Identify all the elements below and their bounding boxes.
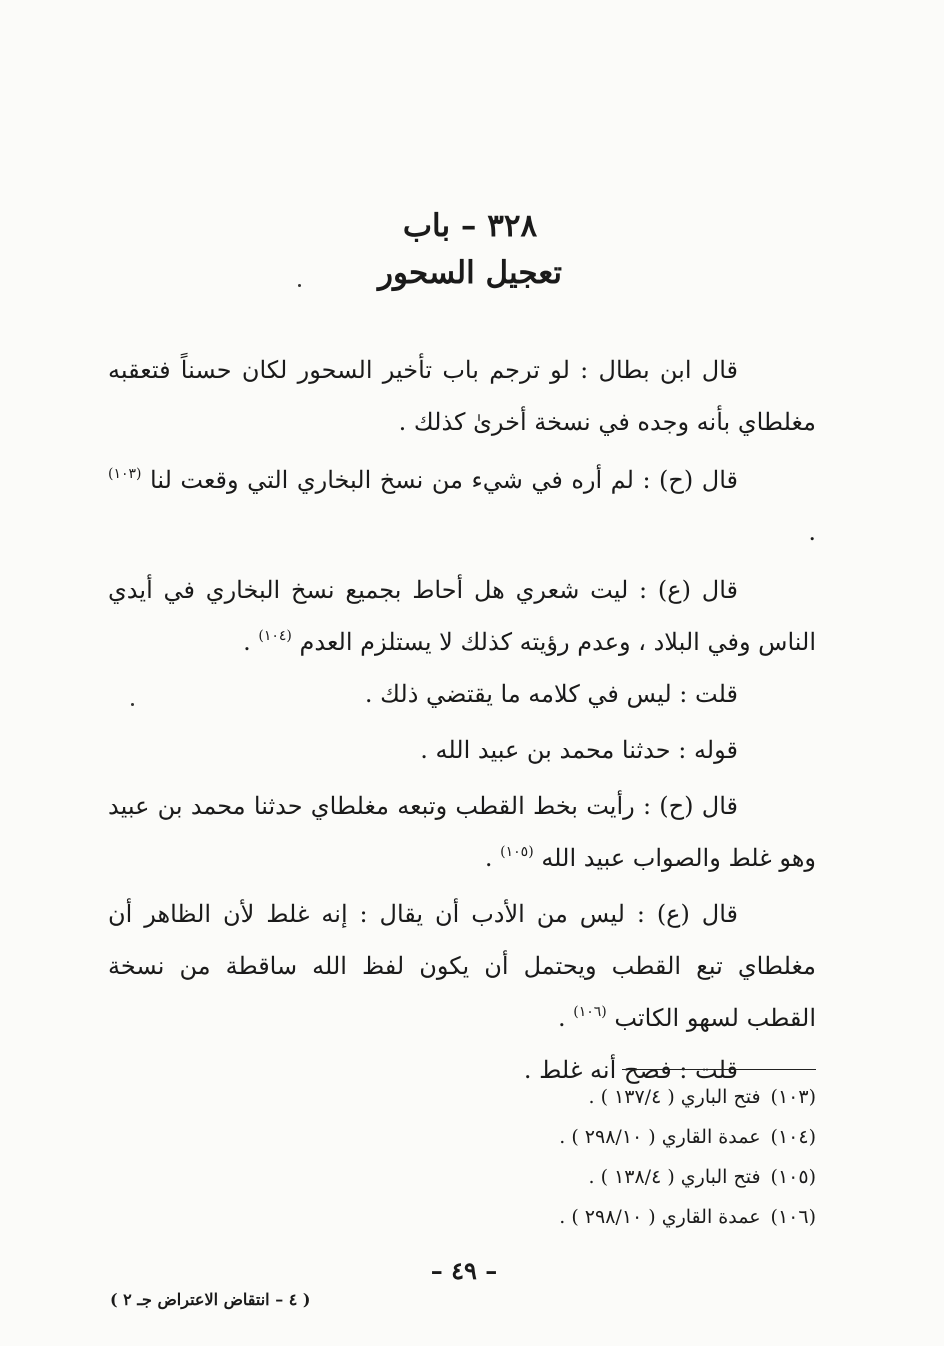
paragraph: قال (ح) : رأيت بخط القطب وتبعه مغلطاي حدثنا محمد بن عبيد وهو غلط والصواب عبيد الله $^{(١٠٥)}$ . [108,792,816,872]
print-speck [298,284,301,287]
paragraph: قال (ع) : ليت شعري هل أحاط بجميع نسخ البخاري في أيدي الناس وفي البلاد ، وعدم رؤيته كذلك لا يستلزم العدم $^{(١٠٤)}$ . [108,576,816,656]
body-text [108,344,816,1096]
footnote: (١٠٤)عمدة القاري ( ٢٩٨/١٠ ) . [559,1126,816,1148]
paragraph: قوله : حدثنا محمد بن عبيد الله . [420,736,738,764]
footnote: (١٠٣)فتح الباري ( ١٣٧/٤ ) . [588,1086,816,1108]
paragraph: قال ابن بطال : لو ترجم باب تأخير السحور لكان حسناً فتعقبه مغلطاي بأنه وجده في نسخة أخرىٰ كذلك . [108,356,816,436]
footnote-separator [622,1069,816,1070]
footnote-ref: (١٠٥) [500,844,534,860]
footnote: (١٠٥)فتح الباري ( ١٣٨/٤ ) . [588,1166,816,1188]
footnote-ref: (١٠٦) [573,1004,607,1020]
footnote: (١٠٦)عمدة القاري ( ٢٩٨/١٠ ) . [559,1206,816,1228]
paragraph: قال (ع) : ليس من الأدب أن يقال : إنه غلط لأن الظاهر أن مغلطاي تبع القطب ويحتمل أن يكون لفظ الله ساقطة من نسخة القطب لسهو الكاتب $^{(١٠٦)}$ . [108,900,816,1032]
chapter-number: ٣٢٨ – باب [402,208,538,244]
page-number: – ٤٩ – [430,1256,498,1285]
paragraph: قال (ح) : لم أره في شيء من نسخ البخاري التي وقعت لنا $^{(١٠٣)}$ . [108,466,816,546]
paragraph: قلت : ليس في كلامه ما يقتضي ذلك . [364,680,738,708]
paragraph: قلت : فصح أنه غلط . [523,1056,738,1084]
chapter-title: تعجيل السحور [378,255,562,291]
footnote-ref: (١٠٣) [108,466,142,482]
footnotes [420,1077,816,1237]
footnote-ref: (١٠٤) [258,628,292,644]
printer-signature: ( ٤ – انتقاض الاعتراض جـ ٢ ) [110,1290,311,1309]
